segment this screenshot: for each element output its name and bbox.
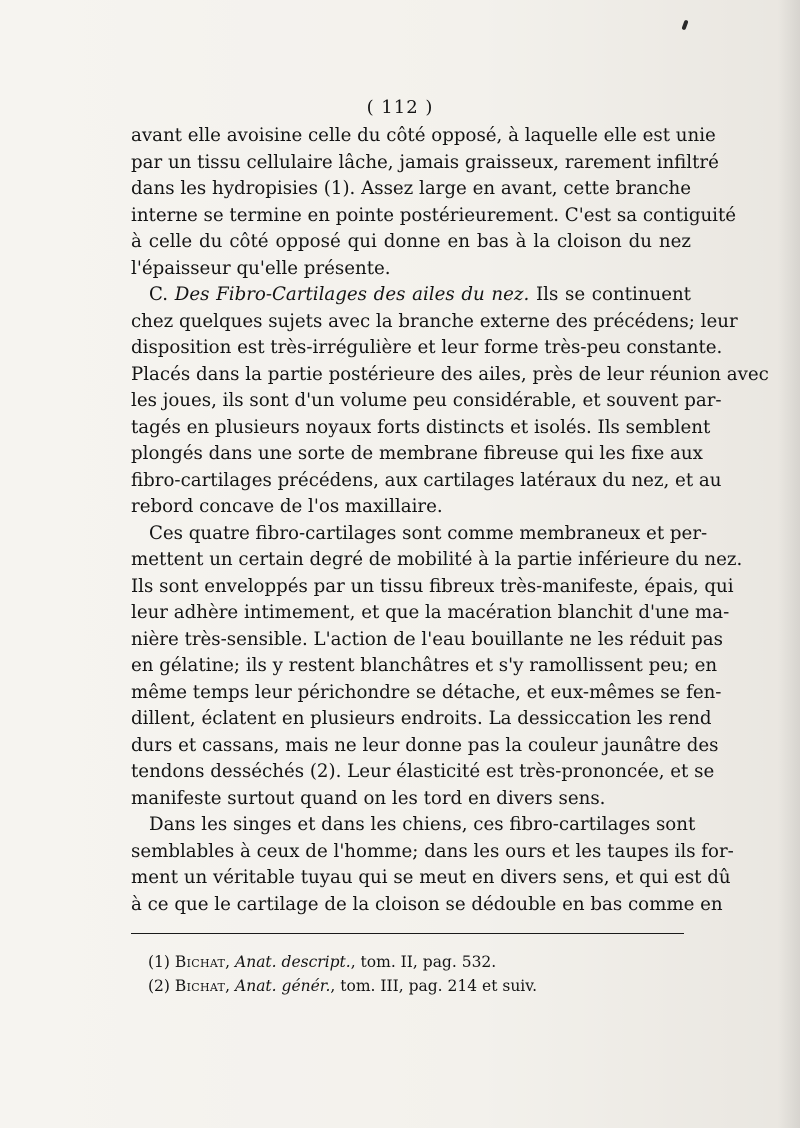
footnote-author: Bichat xyxy=(174,977,226,995)
section-letter: C. xyxy=(149,284,169,305)
text-line: rebord concave de l'os maxillaire. xyxy=(131,496,443,517)
footnote xyxy=(148,974,668,998)
text-line: Placés dans la partie postérieure des ailes, près de leur réunion avec xyxy=(131,363,769,385)
text-line: disposition est très-irrégulière et leur forme très-peu constante. xyxy=(131,337,723,358)
section-heading-line xyxy=(131,282,691,309)
footnote-separator: , xyxy=(225,977,231,995)
text-line: manifeste surtout quand on les tord en divers sens. xyxy=(131,787,606,809)
footnote-number: (2) xyxy=(148,977,170,995)
text-line: en gélatine; ils y restent blanchâtres et s'y ramollissent peu; en xyxy=(131,655,718,676)
footnotes xyxy=(148,950,668,998)
text-line: par un tissu cellulaire lâche, jamais graisseux, rarement infiltré xyxy=(131,151,719,173)
section-title: Des Fibro-Cartilages des ailes du nez. xyxy=(174,284,530,305)
text-line: tagés en plusieurs noyaux forts distincts et isolés. Ils semblent xyxy=(131,416,711,438)
footnote-separator: , xyxy=(225,953,231,971)
text-line: Ces quatre fibro-cartilages sont comme membraneux et per- xyxy=(149,522,708,544)
footnote-number: (1) xyxy=(148,953,170,971)
text-line: Ils sont enveloppés par un tissu fibreux très-manifeste, épais, qui xyxy=(131,575,734,597)
text-line: dans les hydropisies (1). Assez large en avant, cette branche xyxy=(131,178,692,199)
text-line: leur adhère intimement, et que la macération blanchit d'une ma- xyxy=(131,602,730,623)
page-edge-shadow xyxy=(778,0,800,1128)
footnote-reference: , tom. II, pag. 532. xyxy=(350,953,497,971)
footnote-author: Bichat xyxy=(174,953,226,971)
text-line: l'épaisseur qu'elle présente. xyxy=(131,257,391,279)
footnote-work: Anat. descript. xyxy=(235,953,351,971)
text-line: semblables à ceux de l'homme; dans les ours et les taupes ils for- xyxy=(131,840,734,862)
text-line: interne se termine en pointe postérieurement. C'est sa contiguité xyxy=(131,204,737,226)
body-text xyxy=(131,123,769,918)
text-line: à celle du côté opposé qui donne en bas à la cloison du nez xyxy=(131,231,691,252)
text-line: chez quelques sujets avec la branche externe des précédens; leur xyxy=(131,310,738,332)
footnote xyxy=(148,950,668,974)
text-line: dillent, éclatent en plusieurs endroits. La dessiccation les rend xyxy=(131,708,712,729)
footnote-reference: , tom. III, pag. 214 et suiv. xyxy=(330,977,538,995)
section-heading-rest: Ils se continuent xyxy=(535,284,691,305)
text-line: mettent un certain degré de mobilité à la partie inférieure du nez. xyxy=(131,549,743,570)
footnote-work: Anat. génér. xyxy=(235,977,331,995)
text-line: les joues, ils sont d'un volume peu considérable, et souvent par- xyxy=(131,390,722,411)
text-line: durs et cassans, mais ne leur donne pas la couleur jaunâtre des xyxy=(131,734,719,756)
text-line: Dans les singes et dans les chiens, ces fibro-cartilages sont xyxy=(149,814,696,835)
text-line: nière très-sensible. L'action de l'eau bouillante ne les réduit pas xyxy=(131,628,723,650)
text-line: même temps leur périchondre se détache, et eux-mêmes se fen- xyxy=(131,681,722,703)
text-line: à ce que le cartilage de la cloison se dédouble en bas comme en xyxy=(131,893,723,915)
ink-speck xyxy=(681,20,688,31)
text-line: ment un véritable tuyau qui se meut en divers sens, et qui est dû xyxy=(131,867,731,888)
text-line: tendons desséchés (2). Leur élasticité est très-prononcée, et se xyxy=(131,761,715,782)
text-line: avant elle avoisine celle du côté opposé, à laquelle elle est unie xyxy=(131,125,716,146)
footnote-rule xyxy=(131,933,684,934)
text-line: fibro-cartilages précédens, aux cartilages latéraux du nez, et au xyxy=(131,469,722,491)
page-number: ( 112 ) xyxy=(366,97,434,118)
text-line: plongés dans une sorte de membrane fibreuse qui les fixe aux xyxy=(131,443,703,464)
